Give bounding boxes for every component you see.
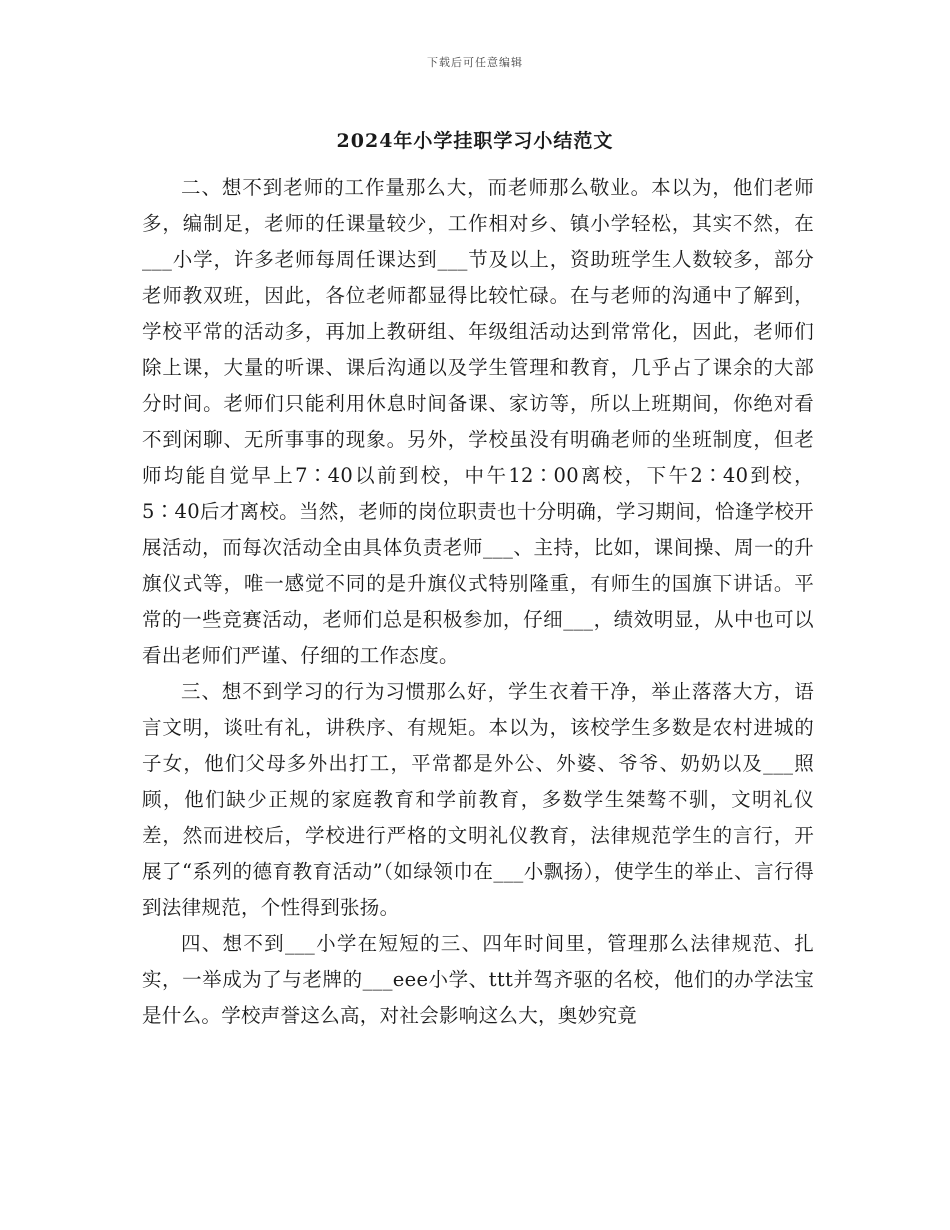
paragraph-2: 二、想不到老师的工作量那么大，而老师那么敬业。本以为，他们老师多，编制足，老师的任课量较少，工作相对乡、镇小学轻松，其实不然，在___小学，许多老师每周任课达到___节及以上，资助班学生人数较多，部分老师教双班，因此，各位老师都显得比较忙碌。在与老师的沟通中了解到，学校平常的活动多，再加上教研组、年级组活动达到常常化，因此，老师们除上课，大量的听课、课后沟通以及学生管理和教育，几乎占了课余的大部分时间。老师们只能利用休息时间备课、家访等，所以上班期间，你绝对看不到闲聊、无所事事的现象。另外，学校虽没有明确老师的坐班制度，但老师均能自觉早上7∶40以前到校，中午12∶00离校，下午2∶40到校，5∶40后才离校。当然，老师的岗位职责也十分明确，学习期间，恰逢学校开展活动，而每次活动全由具体负责老师___、主持，比如，课间操、周一的升旗仪式等，唯一感觉不同的是升旗仪式特别隆重，有师生的国旗下讲话。平常的一些竞赛活动，老师们总是积极参加，仔细___，绩效明显，从中也可以看出老师们严谨、仔细的工作态度。 — [142, 176, 814, 667]
paragraph-4: 四、想不到___小学在短短的三、四年时间里，管理那么法律规范、扎实，一举成为了与老牌的___eee小学、ttt并驾齐驱的名校，他们的办学法宝是什么。学校声誉这么高，对社会影响这么大，奥妙究竟 — [142, 932, 814, 1027]
document-title: 2024年小学挂职学习小结范文 — [336, 130, 614, 152]
paragraph-3: 三、想不到学习的行为习惯那么好，学生衣着干净，举止落落大方，语言文明，谈吐有礼，讲秩序、有规矩。本以为，该校学生多数是农村进城的子女，他们父母多外出打工，平常都是外公、外婆、爷爷、奶奶以及___照顾，他们缺少正规的家庭教育和学前教育，多数学生桀骜不驯，文明礼仪差，然而进校后，学校进行严格的文明礼仪教育，法律规范学生的言行，开展了“系列的德育教育活动”（如绿领巾在___小飘扬），使学生的举止、言行得到法律规范，个性得到张扬。 — [142, 680, 814, 919]
page-header: 下载后可任意编辑 — [427, 56, 523, 69]
document-body — [142, 170, 814, 1034]
